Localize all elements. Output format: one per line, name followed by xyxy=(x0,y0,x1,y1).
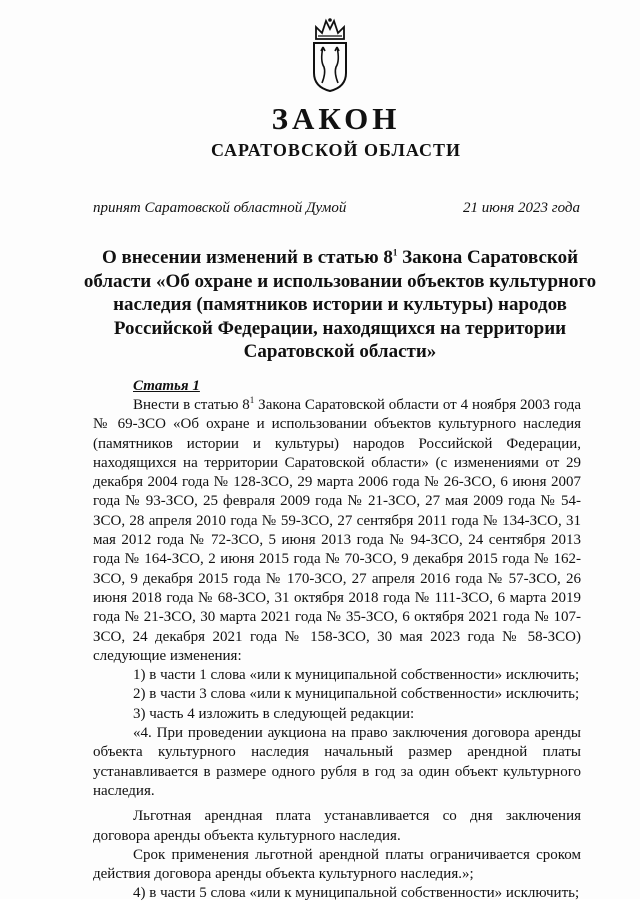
list-item: Льготная арендная плата устанавливается со дня заключения договора аренды объекта культурного наследия. xyxy=(93,808,581,844)
list-item: 3) часть 4 изложить в следующей редакции: xyxy=(133,705,415,722)
law-title: ЗАКОН xyxy=(271,101,401,136)
list-item: Срок применения льготной арендной платы ограничивается сроком действия договора аренды объекта культурного наследия.»; xyxy=(93,846,581,883)
heading-text-part1: О внесении изменений в статью 8 xyxy=(101,247,393,268)
heading-superscript: 1 xyxy=(392,247,398,258)
intro-prefix: Внести в статью 8 xyxy=(133,397,250,413)
list-item: «4. При проведении аукциона на право заключения договора аренды объекта культурного наследия начальный размер арендной платы устанавливается в размере одного рубля в год за один объект культурного наследия. xyxy=(93,725,581,799)
article-body xyxy=(93,396,581,904)
heading-text-part2: Закона Саратовской xyxy=(397,247,579,268)
adopted-by: принят Саратовской областной Думой xyxy=(93,200,347,216)
article-title: Статья 1 xyxy=(133,378,200,394)
list-item: 4) в части 5 слова «или к муниципальной собственности» исключить; xyxy=(133,885,580,902)
heading-text-rest: области «Об охране и использовании объектов культурного наследия (памятников истории и культуры) народов Российской Федерации, находящихся на территории Саратовской области» xyxy=(83,270,597,362)
intro-superscript: 1 xyxy=(249,395,255,405)
list-item: 2) в части 3 слова «или к муниципальной собственности» исключить; xyxy=(133,686,580,703)
adopted-date: 21 июня 2023 года xyxy=(463,200,580,216)
coat-of-arms-icon xyxy=(308,17,352,93)
article-intro xyxy=(93,396,581,666)
law-heading xyxy=(70,246,610,364)
intro-text: Закона Саратовской области от 4 ноября 2003 года № 69-ЗСО «Об охране и использовании объектов культурного наследия (памятников истории и культуры) народов Российской Федерации, находящихся на территории Саратовской области» (с изменениями от 29 декабря 2004 года № 128-ЗСО, 29 марта 2006 года № 26-ЗСО, 6 июня 2007 года № 93-ЗСО, 25 февраля 2009 года № 21-ЗСО, 27 мая 2009 года № 54-ЗСО, 28 апреля 2010 года № 59-ЗСО, 27 сентября 2011 года № 134-ЗСО, 31 мая 2012 года № 72-ЗСО, 5 июня 2013 года № 94-ЗСО, 24 сентября 2013 года № 164-ЗСО, 2 июня 2015 года № 70-ЗСО, 9 декабря 2015 года № 162-ЗСО, 9 декабря 2015 года № 170-ЗСО, 27 апреля 2016 года № 57-ЗСО, 26 июня 2018 года № 68-ЗСО, 31 октября 2018 года № 111-ЗСО, 6 марта 2019 года № 21-ЗСО, 30 марта 2021 года № 35-ЗСО, 6 октября 2021 года № 107-ЗСО, 24 декабря 2021 года № 158-ЗСО, 30 мая 2023 года № 58-ЗСО) следующие изменения: xyxy=(93,397,582,664)
region-name: САРАТОВСКОЙ ОБЛАСТИ xyxy=(210,140,462,160)
list-item: 1) в части 1 слова «или к муниципальной собственности» исключить; xyxy=(133,667,580,684)
